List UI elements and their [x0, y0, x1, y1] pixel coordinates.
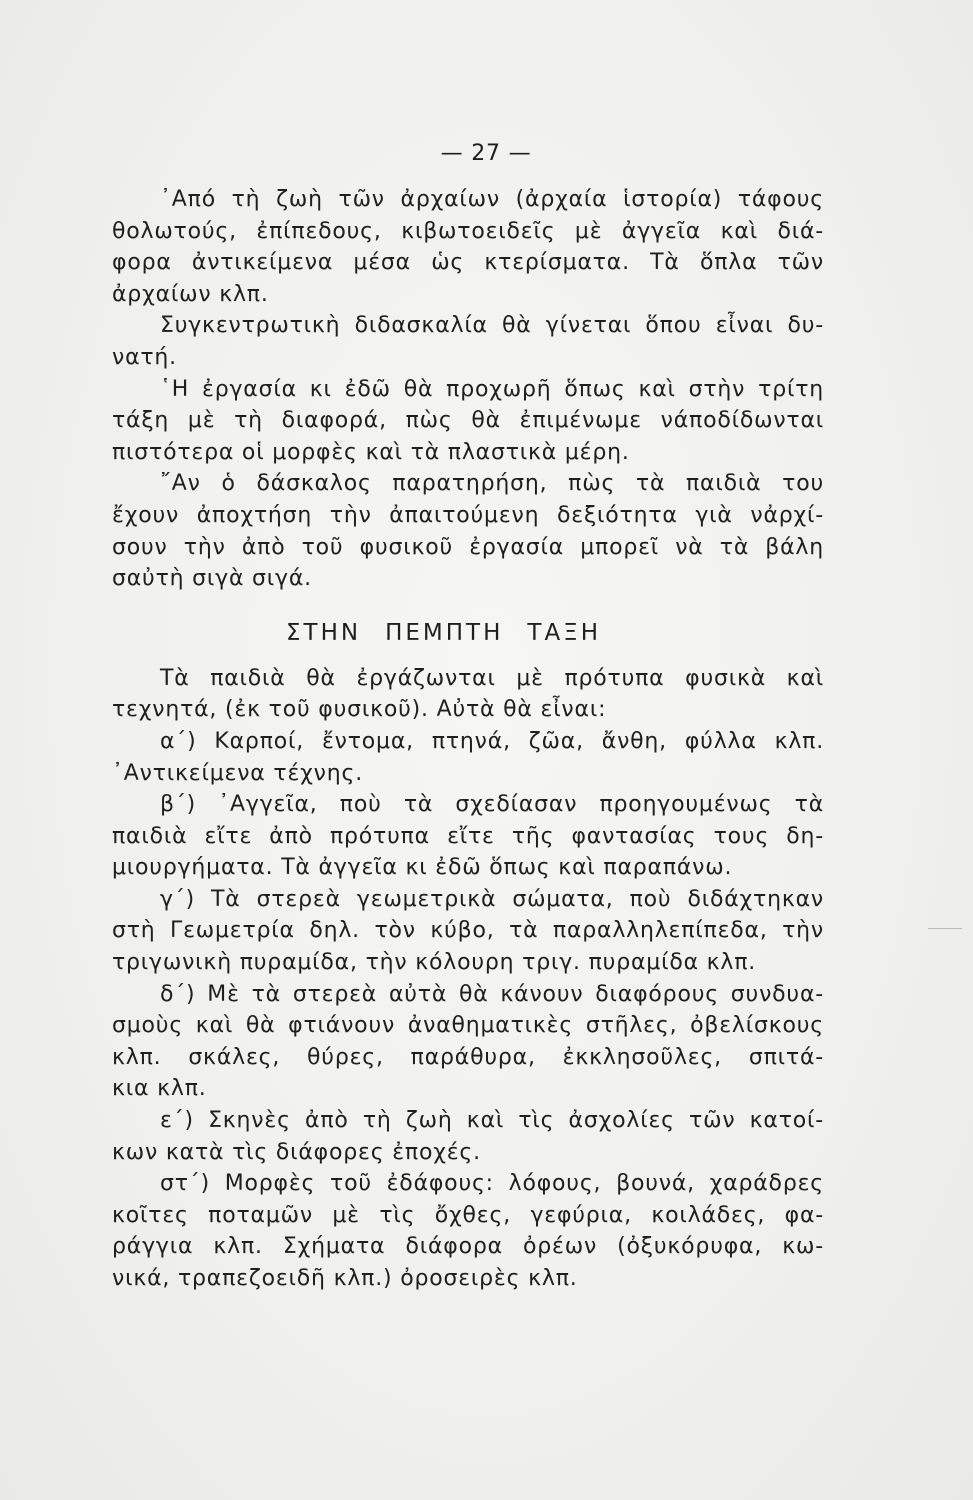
page-content: [112, 136, 824, 1295]
heading-word: ΠΕΜΠΤΗ: [385, 619, 504, 646]
text-line: μιουργήματα. Τὰ ἀγγεῖα κι ἐδῶ ὅπως καὶ παραπάνω.: [112, 855, 733, 881]
text-line: κων κατὰ τὶς διάφορες ἐποχές.: [112, 1139, 481, 1165]
heading-word: ΤΑΞΗ: [527, 619, 602, 646]
text-line: φορα ἀντικείμενα μέσα ὡς κτερίσματα. Τὰ ὅπλα τῶν: [112, 250, 824, 276]
text-line: σμοὺς καὶ θὰ φτιάνουν ἀναθηματικὲς στῆλες, ὀβελίσκους: [112, 1013, 824, 1039]
text-line: κλπ. σκάλες, θύρες, παράθυρα, ἐκκλησοῦλες, σπιτά-: [112, 1044, 824, 1070]
paragraph: [112, 726, 824, 789]
paragraph: [112, 184, 824, 310]
paragraph: [112, 1105, 824, 1168]
text-line: γ΄) Τὰ στερεὰ γεωμετρικὰ σώματα, ποὺ διδάχτηκαν: [160, 886, 824, 912]
paragraph: [112, 374, 824, 469]
text-line: πιστότερα οἱ μορφὲς καὶ τὰ πλαστικὰ μέρη.: [112, 439, 630, 465]
paragraph: [112, 979, 824, 1105]
text-line: α΄) Καρποί, ἔντομα, πτηνά, ζῶα, ἄνθη, φύλλα κλπ.: [160, 728, 824, 754]
text-line: νατή.: [112, 344, 177, 370]
page-number: — 27 —: [440, 141, 532, 166]
text-line: β΄) ᾿Αγγεῖα, ποὺ τὰ σχεδίασαν προηγουμένως τὰ: [160, 792, 824, 818]
text-line: σαὐτὴ σιγὰ σιγά.: [112, 566, 312, 592]
text-line: παιδιὰ εἴτε ἀπὸ πρότυπα εἴτε τῆς φαντασίας τους δη-: [112, 823, 824, 849]
text-line: τάξη μὲ τὴ διαφορά, πὼς θὰ ἐπιμένωμε νάποδίδωνται: [112, 408, 824, 434]
text-line: ἀρχαίων κλπ.: [112, 281, 269, 307]
text-line: ῾Η ἐργασία κι ἐδῶ θὰ προχωρῆ ὅπως καὶ στὴν τρίτη: [160, 376, 824, 402]
text-line: θολωτούς, ἐπίπεδους, κιβωτοειδεῖς μὲ ἀγγεῖα καὶ διά-: [112, 218, 824, 244]
text-line: σουν τὴν ἀπὸ τοῦ φυσικοῦ ἐργασία μπορεῖ νὰ τὰ βάλη: [112, 534, 824, 560]
scan-mark: [928, 928, 962, 929]
text-line: ε΄) Σκηνὲς ἀπὸ τὴ ζωὴ καὶ τὶς ἀσχολίες τῶν κατοί-: [160, 1108, 824, 1134]
text-line: κια κλπ.: [112, 1076, 207, 1102]
section-heading: [112, 613, 824, 653]
paragraph: [112, 789, 824, 884]
text-line: ράγγια κλπ. Σχήματα διάφορα ὀρέων (ὀξυκόρυφα, κω-: [112, 1234, 824, 1260]
text-line: Τὰ παιδιὰ θὰ ἐργάζωνται μὲ πρότυπα φυσικὰ καὶ: [160, 665, 824, 691]
text-line: κοῖτες ποταμῶν μὲ τὶς ὄχθες, γεφύρια, κοιλάδες, φα-: [112, 1202, 824, 1228]
text-line: νικά, τραπεζοειδῆ κλπ.) ὀροσειρὲς κλπ.: [112, 1266, 578, 1291]
text-line: στὴ Γεωμετρία δηλ. τὸν κύβο, τὰ παραλληλεπίπεδα, τὴν: [112, 918, 824, 944]
text-line: ἔχουν ἀποχτήση τὴν ἀπαιτούμενη δεξιότητα γιὰ νἀρχί-: [112, 502, 824, 528]
text-line: ῎Αν ὁ δάσκαλος παρατηρήση, πὼς τὰ παιδιὰ του: [160, 471, 824, 497]
text-line: τριγωνικὴ πυραμίδα, τὴν κόλουρη τριγ. πυραμίδα κλπ.: [112, 950, 757, 976]
text-line: ᾿Αντικείμενα τέχνης.: [112, 760, 363, 786]
text-line: δ΄) Μὲ τὰ στερεὰ αὐτὰ θὰ κάνουν διαφόρους συνδυα-: [160, 981, 824, 1007]
text-block-before-heading: [112, 184, 824, 595]
text-line: Συγκεντρωτικὴ διδασκαλία θὰ γίνεται ὅπου εἶναι δυ-: [160, 313, 824, 339]
text-line: στ΄) Μορφὲς τοῦ ἐδάφους: λόφους, βουνά, χαράδρες: [160, 1171, 824, 1197]
heading-word: ΣΤΗΝ: [286, 619, 362, 646]
text-block-after-heading: [112, 663, 824, 1295]
text-line: ᾿Από τὴ ζωὴ τῶν ἀρχαίων (ἀρχαία ἱστορία) τάφους: [160, 187, 824, 212]
paragraph: [112, 468, 824, 594]
paragraph: [112, 310, 824, 373]
paragraph: [112, 1168, 824, 1294]
paragraph: [112, 663, 824, 726]
paragraph: [112, 884, 824, 979]
text-line: τεχνητά, (ἐκ τοῦ φυσικοῦ). Αὐτὰ θὰ εἶναι:: [112, 697, 607, 723]
